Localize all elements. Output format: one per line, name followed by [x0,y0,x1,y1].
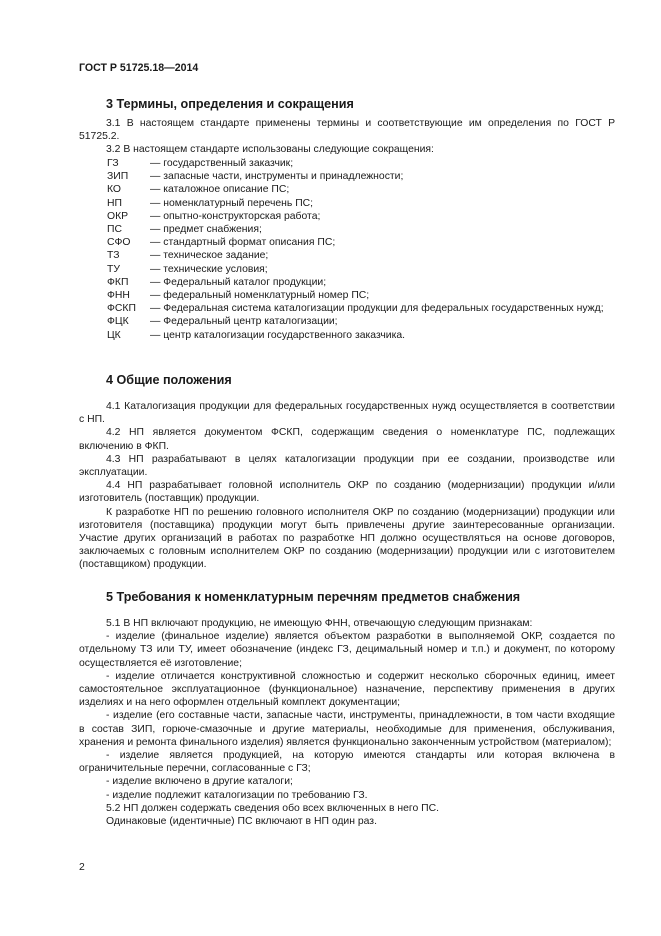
list-item: - изделие подлежит каталогизации по требованию ГЗ. [106,789,368,801]
abbreviation-list [107,157,615,342]
abbreviation-row [107,263,615,276]
list-item: - изделие (финальное изделие) является объектом разработки в выполняемой ОКР, создается по отдельному ТЗ или ТУ, имеет обозначение (индекс ГЗ, децимальный номер и т.п.) и документ, по которому осуществляется её изготовление; [79,631,615,669]
abbreviation-code: ФНН [107,290,130,302]
standard-header: ГОСТ Р 51725.18—2014 [79,62,199,74]
paragraph-4-1: 4.1 Каталогизация продукции для федеральных государственных нужд осуществляется в соответствии с НП. [79,401,615,426]
section-4 [79,372,615,572]
abbreviation-definition: — Федеральный центр каталогизации; [150,316,338,328]
paragraph-4-4: 4.4 НП разрабатывает головной исполнитель ОКР по созданию (модернизации) продукции и/или изготовитель (поставщик) продукции. [79,480,615,505]
paragraph-4-3: 4.3 НП разрабатывают в целях каталогизации продукции при ее создании, производстве или эксплуатации. [79,453,615,479]
section-3 [79,96,615,157]
abbreviation-definition: — опытно-конструкторская работа; [150,210,321,222]
abbreviation-code: ЦК [107,329,121,341]
abbreviation-row [107,315,615,328]
abbreviation-definition: — стандартный формат описания ПС; [150,237,336,249]
abbreviation-row [107,157,615,170]
abbreviation-definition: — каталожное описание ПС; [150,184,290,196]
paragraph-4-2: 4.2 НП является документом ФСКП, содержащим сведения о номенклатуре ПС, подлежащих включению в ФКП. [79,427,615,452]
abbreviation-code: ОКР [107,210,129,222]
abbreviation-definition: — Федеральная система каталогизации продукции для федеральных государственных нужд; [150,303,604,315]
abbreviation-definition: — запасные части, инструменты и принадлежности; [150,171,404,183]
abbreviation-definition: — государственный заказчик; [150,158,294,169]
paragraph-5-2: 5.2 НП должен содержать сведения обо всех включенных в него ПС. [106,802,439,814]
section-5 [79,589,615,828]
paragraph-5-3: Одинаковые (идентичные) ПС включают в НП один раз. [106,816,377,828]
abbreviation-code: КО [107,184,122,196]
abbreviation-definition: — предмет снабжения; [150,224,262,236]
abbreviation-code: НП [107,197,122,209]
abbreviation-row [107,249,615,262]
paragraph-4-5: К разработке НП по решению головного исполнителя ОКР по созданию (модернизации) продукции или изготовителя (поставщика) продукции могут быть привлечены другие заинтересованные организации. Участие других организаций в работах по разработке НП должно осуществляться на основе договоров, заключаемых с головным исполнителем ОКР по созданию (модернизации) продукции или с изготовителем (поставщиком) продукции. [79,506,615,571]
abbreviation-definition: — технические условия; [150,263,268,275]
abbreviation-definition: — федеральный номенклатурный номер ПС; [150,290,370,302]
abbreviation-code: ТУ [107,263,120,275]
paragraph-5-1: 5.1 В НП включают продукцию, не имеющую ФНН, отвечающую следующим признакам: [106,618,533,629]
abbreviation-row [107,183,615,196]
page-number: 2 [79,862,85,873]
abbreviation-code: СФО [107,237,131,249]
paragraph-3-2: 3.2 В настоящем стандарте использованы следующие сокращения: [106,144,434,156]
abbreviation-row [107,236,615,249]
abbreviation-row [107,289,615,302]
abbreviation-row [107,223,615,236]
section-3-title: 3 Термины, определения и сокращения [106,97,354,111]
abbreviation-row [107,276,615,289]
abbreviation-row [107,329,615,342]
abbreviation-definition: — центр каталогизации государственного заказчика. [150,329,406,341]
abbreviation-row [107,210,615,223]
abbreviation-code: ТЗ [107,250,120,262]
abbreviation-row [107,170,615,183]
section-4-title: 4 Общие положения [106,373,232,387]
list-item: - изделие включено в другие каталоги; [106,776,293,788]
paragraph-3-1: 3.1 В настоящем стандарте применены термины и соответствующие им определения по ГОСТ Р 51725.2. [79,118,615,143]
abbreviation-definition: — техническое задание; [150,250,269,262]
list-item: - изделие (его составные части, запасные части, инструменты, принадлежности, в том части входящие в состав ЗИП, горюче-смазочные и другие материалы, необходимые для применения, обслуживания, хранения и ремонта финального изделия) является функционально законченным устройством (материалом); [79,710,615,748]
abbreviation-definition: — Федеральный каталог продукции; [150,276,327,288]
abbreviation-code: ФЦК [107,316,129,328]
abbreviation-code: ПС [107,224,122,236]
section-5-title: 5 Требования к номенклатурным перечням предметов снабжения [106,590,521,604]
abbreviation-code: ФСКП [107,303,136,315]
list-item: - изделие отличается конструктивной сложностью и содержит несколько сборочных единиц, имеет самостоятельное эксплуатационное (функциональное) назначение, перспективу применения в других изделиях и на него оформлен отдельный комплект документации; [79,670,615,709]
abbreviation-code: ФКП [107,276,129,288]
abbreviation-row [107,197,615,210]
abbreviation-definition: — номенклатурный перечень ПС; [150,197,314,209]
abbreviation-code: ЗИП [107,171,129,183]
abbreviation-row [107,302,615,315]
list-item: - изделие является продукцией, на которую имеются стандарты или которая включена в ограничительные перечни, согласованные с ГЗ; [79,750,615,775]
abbreviation-code: ГЗ [107,158,119,169]
